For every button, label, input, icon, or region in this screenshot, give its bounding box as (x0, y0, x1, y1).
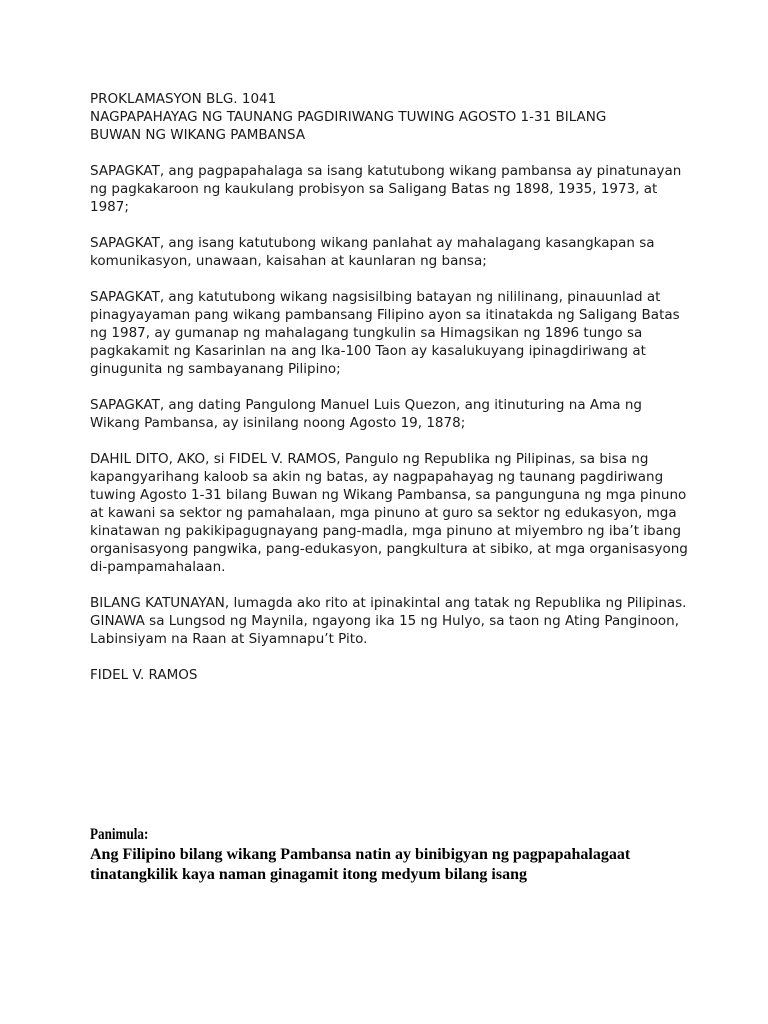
proclamation-number: PROKLAMASYON BLG. 1041 (90, 91, 277, 107)
whereas-clause-2: SAPAGKAT, ang isang katutubong wikang panlahat ay mahalagang kasangkapan sa komunikasyon, unawaan, kaisahan at kaunlaran ng bansa; (90, 235, 655, 269)
whereas-clause-1: SAPAGKAT, ang pagpapahalaga sa isang katutubong wikang pambansa ay pinatunayan ng pagkakaroon ng kaukulang probisyon sa Saligang Batas ng 1898, 1935, 1973, at 1987; (90, 163, 682, 215)
introduction-section (90, 825, 710, 885)
witness-line-2: GINAWA sa Lungsod ng Maynila, ngayong ika 15 ng Hulyo, sa taon ng Ating Panginoon, Labinsiyam na Raan at Siyamnapu’t Pito. (90, 613, 680, 647)
signatory-name: FIDEL V. RAMOS (90, 667, 198, 683)
proclamation-text (90, 90, 690, 702)
proclamation-header (90, 90, 690, 144)
witness-line-1: BILANG KATUNAYAN, lumagda ako rito at ipinakintal ang tatak ng Republika ng Pilipinas. (90, 595, 687, 611)
witness-block (90, 594, 690, 648)
whereas-clause-3: SAPAGKAT, ang katutubong wikang nagsisilbing batayan ng nililinang, pinauunlad at pinagyayaman pang wikang pambansang Filipino ayon sa itinatakda ng Saligang Batas ng 1987, ay gumanap ng mahalagang tungkulin sa Himagsikan ng 1896 tungo sa pagkakamit ng Kasarinlan na ang Ika-100 Taon ay kasalukuyang ipinagdiriwang at ginugunita ng sambayanang Pilipino; (90, 289, 680, 377)
introduction-heading: Panimula: (90, 826, 149, 843)
whereas-clause-4: SAPAGKAT, ang dating Pangulong Manuel Luis Quezon, ang itinuturing na Ama ng Wikang Pambansa, ay isinilang noong Agosto 19, 1878; (90, 397, 642, 431)
proclamation-title-line-1: NAGPAPAHAYAG NG TAUNANG PAGDIRIWANG TUWING AGOSTO 1-31 BILANG (90, 109, 607, 125)
proclamation-title-line-2: BUWAN NG WIKANG PAMBANSA (90, 127, 306, 143)
introduction-body: Ang Filipino bilang wikang Pambansa natin ay binibigyan ng pagpapahalagaat tinatangkilik kaya naman ginagamit itong medyum bilang isang (90, 846, 631, 883)
proclamation-declaration: DAHIL DITO, AKO, si FIDEL V. RAMOS, Pangulo ng Republika ng Pilipinas, sa bisa ng kapangyarihang kaloob sa akin ng batas, ay nagpapahayag ng taunang pagdiriwang tuwing Agosto 1-31 bilang Buwan ng Wikang Pambansa, sa pangunguna ng mga pinuno at kawani sa sektor ng pamahalaan, mga pinuno at guro sa sektor ng edukasyon, mga kinatawan ng pakikipagugnayang pang-madla, mga pinuno at miyembro ng iba’t ibang organisasyong pangwika, pang-edukasyon, pangkultura at sibiko, at mga organisasyong di-pampamahalaan. (90, 451, 688, 575)
